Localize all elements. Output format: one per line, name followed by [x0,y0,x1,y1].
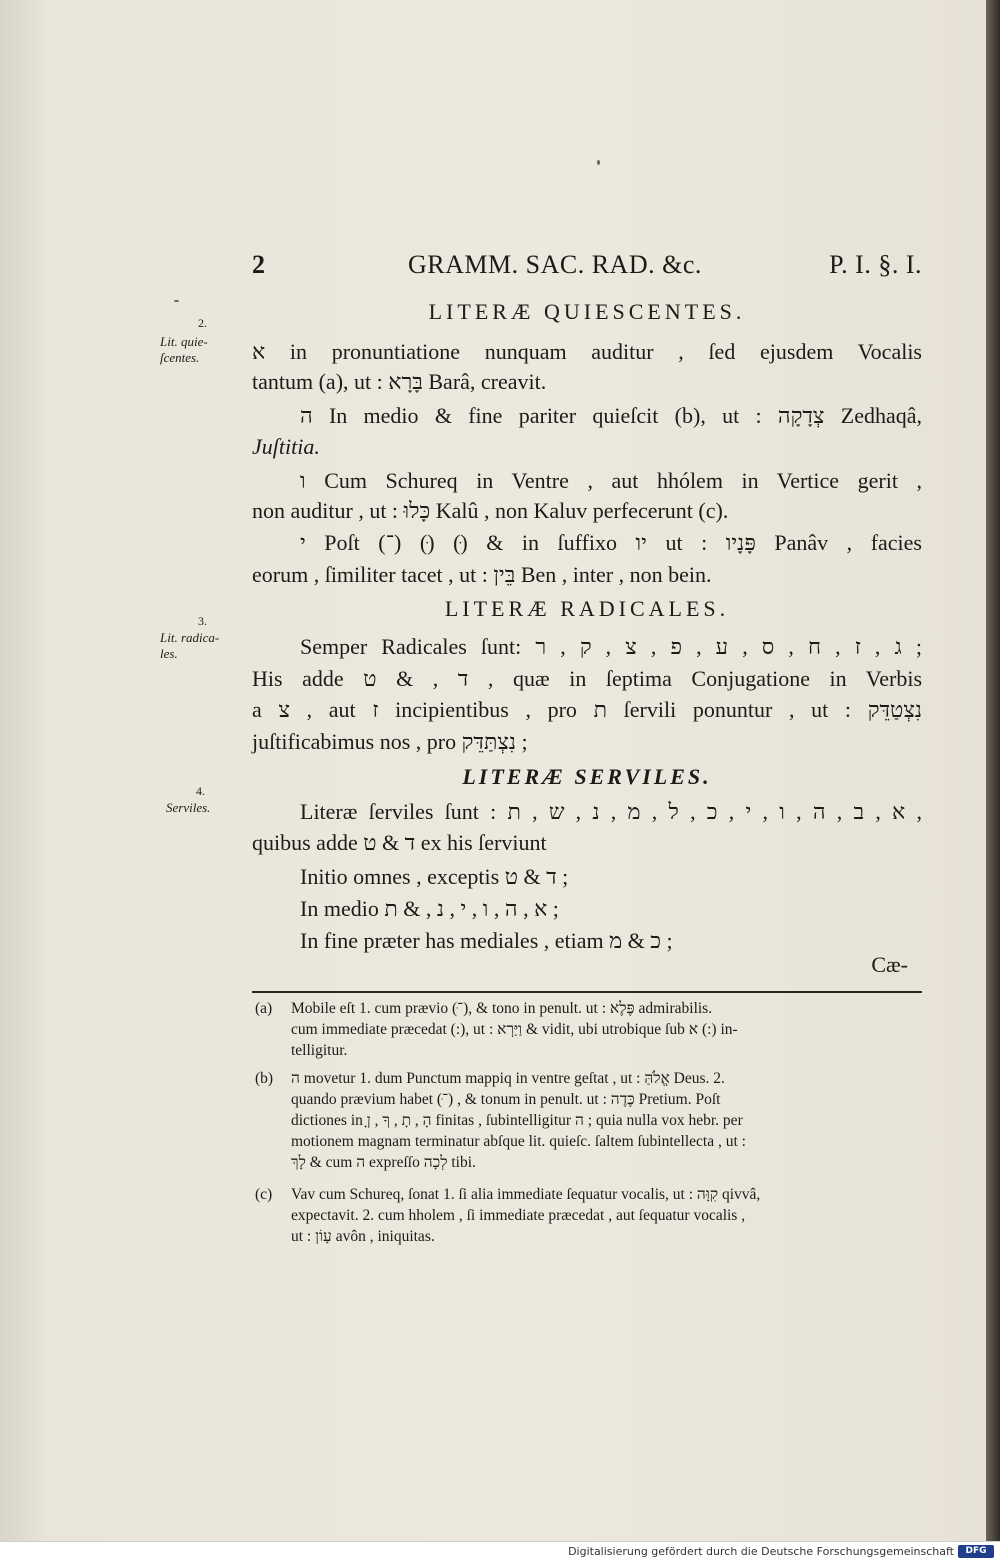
text-line: juſtificabimus nos , pro נִצְתַּדֵּק ; [252,729,528,754]
footnote-line: expectavit. 2. cum hholem , ſi immediate præcedat , aut ſequatur vocalis , [291,1207,746,1224]
running-title: GRAMM. SAC. RAD. &c. [408,250,702,279]
text-line: In fine præter has mediales , etiam כ & מ ; [300,928,673,953]
section-title-serviles: LITERÆ SERVILES. [462,764,712,789]
margin-note-radicales: Lit. radica- les. [160,630,220,661]
footnote-rule [252,991,922,993]
book-spine [986,0,1000,1542]
paper-speck [174,300,179,302]
margin-number: 2. [198,316,207,330]
text-line: a צ , aut ז incipientibus , pro ת ſervili ponuntur , ut : נִצְטַדֵּק [252,697,923,722]
text-line: Juſtitia. [252,434,320,459]
margin-note-quiescentes: Lit. quie- ſcentes. [160,334,208,365]
text-line: quibus adde ד & ט ex his ſerviunt [252,830,547,855]
text-line: ה In medio & fine pariter quieſcit (b), ut : צְדָקָה Zedhaqâ, [300,403,922,428]
footnote-line: לָךְ & cum ה expreſſo לְכָה tibi. [291,1154,476,1171]
footnote-line: telligitur. [291,1042,348,1059]
footnote-line: ut : עָוֹן avôn , iniquitas. [291,1228,435,1245]
text-line: א in pronuntiatione nunquam auditur , ſed ejusdem Vocalis [252,339,922,364]
text-line: Initio omnes , exceptis ד & ט ; [300,864,569,889]
catchword: Cæ- [871,952,908,977]
text-line: His adde ד , & ט , quæ in ſeptima Conjugatione in Verbis [252,666,923,691]
text-line: י Poſt (־) (ּ) (ּ) & in ſuffixo יו ut : פָּנָיו Panâv , facies [300,530,922,555]
footnote-line: quando prævium habet (־ּ) , & tonum in penult. ut : כֶּדֶה Pretium. Poſt [291,1091,721,1108]
footnote-line: Mobile eſt 1. cum prævio (־ּ), & tono in penult. ut : פֶּלֶא admirabilis. [291,1000,713,1017]
footnote-line: dictiones in הָ , תָ , ךָ , ןָ finitas , ſubintelligitur ה ; quia nulla vox hebr. per [291,1112,743,1129]
text-line: ו Cum Schureq in Ventre , aut hhólem in Vertice gerit , [300,468,922,493]
footnote-line: ה movetur 1. dum Punctum mappiq in ventre geſtat , ut : אֱלֹהַּ Deus. 2. [291,1070,725,1087]
footnote-label: (a) [255,1000,273,1017]
footnote-line: cum immediate præcedat (:), ut : וַיַּרְא & vidit, ubi utrobique ſub א (:) in- [291,1021,738,1038]
margin-number: 4. [196,784,205,798]
paper-speck [597,160,600,165]
margin-note-serviles: Serviles. [166,800,211,815]
dfg-logo: DFG [958,1545,994,1558]
footnote-label: (c) [255,1186,273,1203]
text-line: In medio א , ה , ו , י , נ , & ת ; [300,896,559,921]
text-line: Literæ ſerviles ſunt : א , ב , ה , ו , י , כ , ל , מ , נ , ש , ת , [300,799,923,824]
footnote-line: Vav cum Schureq, ſonat 1. ſi alia immediate ſequatur vocalis, ut : קִוָּה qivvâ, [291,1186,761,1203]
footnote-line: motionem magnam terminatur abſque lit. quieſc. ſaltem ſubintellecta , ut : [291,1133,746,1150]
text-line: non auditur , ut : כָּלוּ Kalû , non Kaluv perfecerunt (c). [252,498,729,523]
running-header [252,250,922,286]
page-number: 2 [252,250,266,279]
section-title-radicales: LITERÆ RADICALES. [444,596,730,621]
section-title-quiescentes: LITERÆ QUIESCENTES. [428,299,746,324]
digitization-notice: Digitalisierung gefördert durch die Deutsche Forschungsgemeinschaft [568,1545,954,1558]
margin-number: 3. [198,614,207,628]
section-reference: P. I. §. I. [829,250,922,279]
text-line: Semper Radicales ſunt: ג , ז , ח , ס , ע , פ , צ , ק , ר ; [300,634,922,659]
text-line: eorum , ſimiliter tacet , ut : בֵּין Ben , inter , non bein. [252,562,712,587]
digitization-footer [0,1541,1000,1560]
text-line: tantum (a), ut : בָּרָא Barâ, creavit. [252,369,547,394]
footnote-label: (b) [255,1070,274,1087]
